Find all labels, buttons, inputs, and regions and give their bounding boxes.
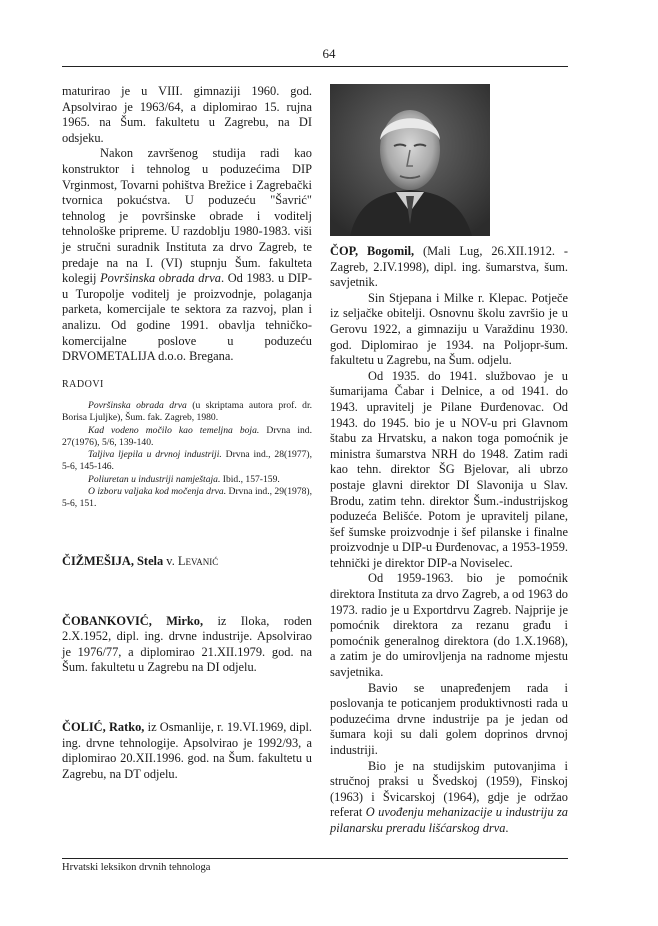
header-rule: [62, 66, 568, 67]
paragraph: maturirao je u VIII. gimnaziji 1960. god. Apsolvirao je 1963/64, a diplomirao 15. rujna 1965. na Šum. fakultetu u Zagrebu, na DI odsjeku.: [62, 84, 312, 145]
reference-list: [62, 400, 312, 510]
reference-item: Površinska obrada drva (u skriptama autora prof. dr. Borisa Ljuljke), Šum. fak. Zagreb, 1980.: [62, 400, 313, 424]
footer-rule: [62, 858, 568, 859]
portrait-photo: [330, 84, 490, 236]
right-column: [330, 84, 568, 837]
portrait-image: [330, 84, 490, 236]
reference-item: Kad vodeno močilo kao temeljna boja. Drvna ind. 27(1976), 5/6, 139-140.: [62, 424, 312, 448]
paragraph: Od 1935. do 1941. službovao je u šumarijama Čabar i Delnice, a od 1941. do 1943. upravitelj je Pilane Đurđenovac. Od 1943. do 1945. bio je u NOV-u pri Glavnom štabu za Hrvatsku, a nakon toga pomoćnik je ministra šumarstva NRH do 1948. Zatim radi kao tehn. direktor ŠG Bjelovar, ali ubrzo postaje glavni direktor DI Slavonija u Slav. Brodu, zatim tehn. direktor Šum.-industrijskog poduzeća Belišće. Potom je upravitelj pilane, šef šumske proizvodnje i šef pilanske i finalne proizvodnje u DIP-u Đurđenovac, a 1953-1959. tehnički je direktor DIP-a Noviselec.: [330, 368, 568, 570]
paragraph: Bio je na studijskim putovanjima i stručnoj praksi u Švedskoj (1959), Finskoj (1963) i Švicarskoj (1964), gdje je održao referat O uvođenju mehanizacije u industriju za pilanarsku preradu lišćarskog drva.: [330, 758, 569, 835]
section-heading-radovi: RADOVI: [62, 378, 104, 390]
entry-colic: ČOLIĆ, Ratko, iz Osmanlije, r. 19.VI.1969, dipl. ing. drvne tehnologije. Apsolvirao je 1992/93, a diplomirao 20.XII.1996. god. na Šum. fakultetu u Zagrebu, na DT odjelu.: [62, 720, 312, 781]
paragraph: Nakon završenog studija radi kao konstruktor i tehnolog u poduzećima DIP Vrginmost, Tovarni pohištva Brežice i Zagrebački tvornica pokućstva. U poduzeću "Šavrić" tehnolog je površinske obrade i voditelj tehnološke pripreme. U razdoblju 1980-1983. viši je stručni suradnik Instituta za drvo Zagreb, te predaje na na I. (VI) stupnju Šum. fakulteta kolegij Površinska obrada drva. Od 1983. u DIP-u Turopolje voditelj je proizvodnje, polaganja parketa, komercijale te sektora za razvoj, plan i analizu. Od godine 1991. obavlja tehničko-komercijalne poslove u poduzeću DRVOMETALIJA d.o.o. Bregana.: [62, 146, 312, 364]
paragraph: Od 1959-1963. bio je pomoćnik direktora Instituta za drvo Zagreb, a od 1963 do 1973. radio je u Exportdrvu Zagreb. Najprije je pomoćnik direktora za rezanu građu i pomoćnik generalnog direktora (do 1.X.1968), a zatim je do umirovljenja na radnome mjestu savjetnika.: [330, 571, 568, 680]
left-column: [62, 84, 312, 782]
reference-item: Taljiva ljepila u drvnoj industriji. Drvna ind., 28(1977), 5-6, 145-146.: [62, 449, 313, 473]
reference-item: O izboru valjaka kod močenja drva. Drvna ind., 29(1978), 5-6, 151.: [62, 485, 313, 509]
entry-cop-intro: ČOP, Bogomil, (Mali Lug, 26.XII.1912. - Zagreb, 2.IV.1998), dipl. ing. šumarstva, šum. savjetnik.: [330, 244, 568, 290]
paragraph: Bavio se unapređenjem rada i poslovanja te poticanjem produktivnosti rada u poduzećima drvne industrije pa je jedan od šumara koji su dali golem doprinos drvnoj industriji.: [330, 680, 568, 757]
page-footer: Hrvatski leksikon drvnih tehnologa: [62, 862, 211, 873]
paragraph: Sin Stjepana i Milke r. Klepac. Potječe iz seljačke obitelji. Osnovnu školu završio je u Gerovu 1922, a gimnaziju u Varaždinu 1930. god. Diplomirao je 1934. na Poljopr-šum. fakultetu u Zagrebu, na Šum. odjelu.: [330, 290, 568, 368]
page-number: 64: [322, 46, 336, 61]
reference-item: Poliuretan u industriji namještaja. Ibid., 157-159.: [88, 473, 280, 485]
entry-cizmesija: ČIŽMEŠIJA, Stela v. Levanić: [62, 554, 219, 569]
entry-cobankovic: ČOBANKOVIĆ, Mirko, iz Iloka, roden 2.X.1952, dipl. ing. drvne industrije. Apsolvirao je 1976/77, a diplomirao 21.XII.1979. god. na Šum. fakultetu u Zagrebu na DI odjelu.: [62, 613, 312, 675]
